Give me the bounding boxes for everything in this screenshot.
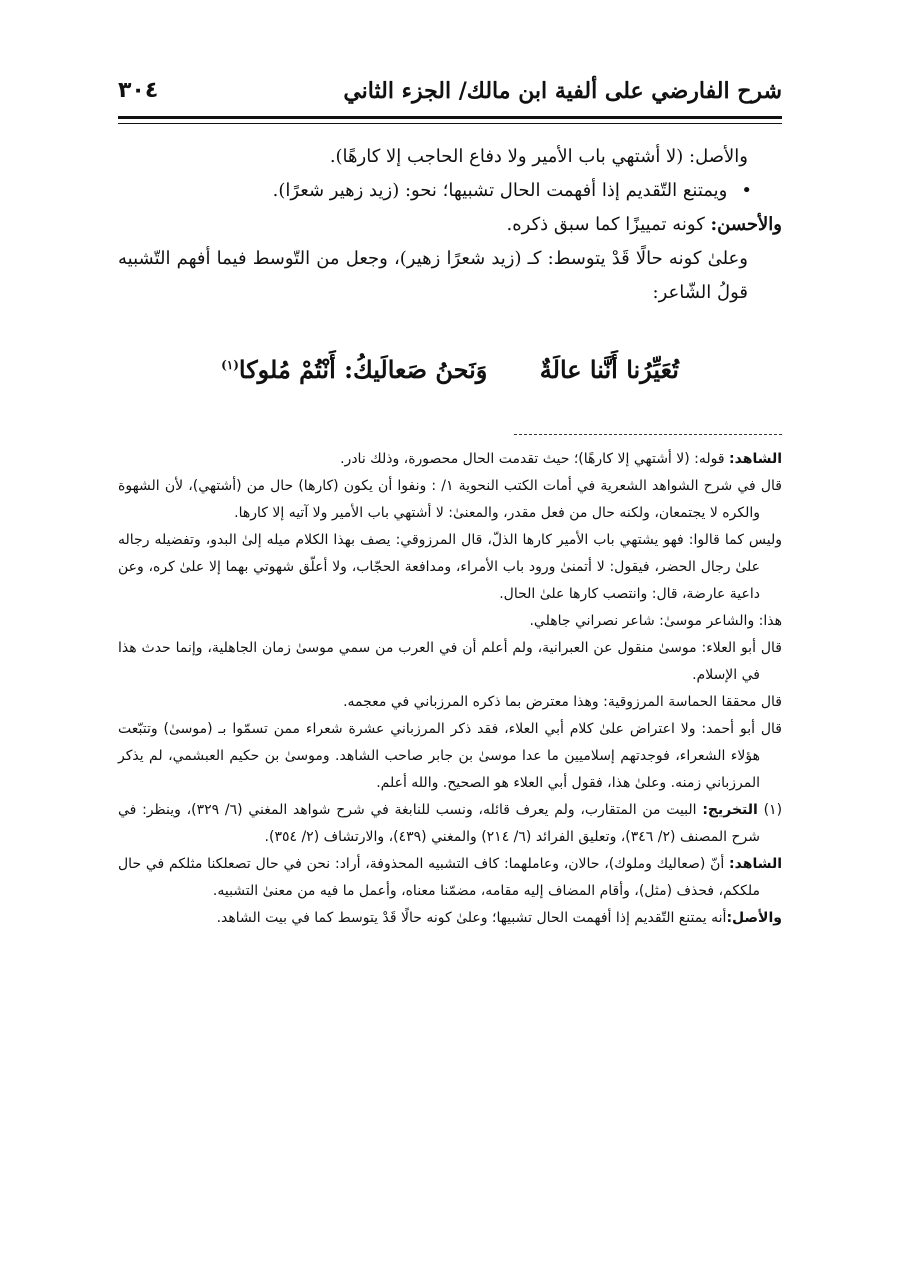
page-header bbox=[118, 70, 782, 114]
main-bullet-line bbox=[118, 174, 782, 208]
note-text: البيت من المتقارب، ولم يعرف قائله، ونسب للنابغة في شرح شواهد المغني (٦/ ٣٢٩)، وينظر: في شرح المصنف (٢/ ٣٤٦)، وتعليق الفرائد (٦/ ٢١٤) والمغني (٤٣٩)، والارتشاف (٢/ ٣٥٤). bbox=[118, 802, 760, 845]
footnote-separator bbox=[514, 434, 782, 435]
main-text bbox=[118, 140, 782, 310]
running-title: شرح الفارضي على ألفية ابن مالك/ الجزء الثاني bbox=[343, 78, 782, 104]
note-shahid-2 bbox=[118, 851, 782, 905]
note-original bbox=[118, 905, 782, 932]
note-paragraph: قال في شرح الشواهد الشعرية في أمات الكتب النحوية ١/ : ونفوا أن يكون (كارها) حال من (أشتهي)، لأن الشهوة والكره لا يجتمعان، ولكنه حال من فعل مقدر، والمعنىٰ: لا أشتهي باب الأمير ولا آتيه إلا كارها. bbox=[118, 478, 782, 521]
note-label: الشاهد: bbox=[729, 451, 782, 467]
footnotes bbox=[118, 446, 782, 932]
main-line-original: والأصل: (لا أشتهي باب الأمير ولا دفاع الحاجب إلا كارهًا). bbox=[329, 146, 748, 167]
verse-first-hemistich: تُعَيِّرُنا أَنَّنا عالَةٌ bbox=[539, 355, 679, 384]
note-label: الشاهد: bbox=[729, 856, 782, 872]
footnote-reference: (١) bbox=[221, 358, 239, 372]
note-paragraph: وليس كما قالوا: فهو يشتهي باب الأمير كارها الذلّ، قال المرزوقي: يصف بهذا الكلام ميله إلىٰ البدو، وتفضيله رجاله علىٰ رجال الحضر، فيقول: لا أتمنىٰ ورود باب الأمراء، ومدافعة الحجّاب، ولا أعلّق شهوتي بهما إلا علىٰ كره، وعن داعية عارضة، قال: وانتصب كارها علىٰ الحال. bbox=[118, 532, 782, 602]
note-shahid-1 bbox=[118, 446, 782, 473]
main-paragraph: وعلىٰ كونه حالًا قَدْ يتوسط: كـ (زيد شعرًا زهير)، وجعل من التّوسط فيما أفهم التّشبيه قولُ الشّاعر: bbox=[118, 248, 748, 303]
footnote-number: (١) bbox=[763, 802, 783, 818]
bullet-text: ويمتنع التّقديم إذا أفهمت الحال تشبيها؛ نحو: (زيد زهير شعرًا). bbox=[272, 180, 728, 201]
note-label: والأصل: bbox=[726, 910, 782, 926]
note-paragraph: قال أبو أحمد: ولا اعتراض علىٰ كلام أبي العلاء، فقد ذكر المرزباني عشرة شعراء ممن تسمّوا بـ (موسىٰ) وتتبّعت هؤلاء الشعراء، فوجدتهم إسلاميين ما عدا موسىٰ بن جابر صاحب الشاهد. وموسىٰ بن حكيم العبشمي، لم يذكر المرزباني زمنه. وعلىٰ هذا، فقول أبي العلاء هو الصحيح. والله أعلم. bbox=[118, 721, 782, 791]
note-text: أنه يمتنع التّقديم إذا أفهمت الحال تشبيها؛ وعلىٰ كونه حالًا قَدْ يتوسط كما في بيت الشاهد. bbox=[216, 910, 727, 926]
bullet-icon: • bbox=[741, 180, 752, 201]
note-paragraph: قال أبو العلاء: موسىٰ منقول عن العبرانية، ولم أعلم أن في العرب من سمي موسىٰ زمان الجاهلية، وإنما حدث هذا في الإسلام. bbox=[118, 640, 782, 683]
verse-second-hemistich bbox=[221, 355, 487, 384]
verse-second-text: وَنَحنُ صَعالَيكُ: أَنْتُمْ مُلوكا bbox=[238, 355, 488, 384]
header-rule-thick bbox=[118, 116, 782, 119]
note-label: التخريج: bbox=[702, 802, 758, 818]
header-rule-thin bbox=[118, 123, 782, 124]
best-label: والأحسن: bbox=[710, 214, 782, 235]
poetry-verse bbox=[118, 355, 782, 384]
note-paragraph: قال محققا الحماسة المرزوقية: وهذا معترض بما ذكره المرزباني في معجمه. bbox=[343, 694, 782, 710]
page-number: ٣٠٤ bbox=[118, 78, 159, 103]
main-line-best bbox=[118, 208, 782, 242]
note-paragraph: هذا: والشاعر موسىٰ: شاعر نصراني جاهلي. bbox=[529, 613, 782, 629]
note-text: قوله: (لا أشتهي إلا كارهًا)؛ حيث تقدمت الحال محصورة، وذلك نادر. bbox=[340, 451, 725, 467]
footnote-1 bbox=[118, 797, 782, 851]
note-text: أنّ (صعاليك وملوك)، حالان، وعاملهما: كاف التشبيه المحذوفة، أراد: نحن في حال تصعلكنا مثلكم في حال ملككم، فحذف (مثل)، وأقام المضاف إليه مقامه، مضمّنا معناه، وأعمل ما فيه من معنىٰ التشبيه. bbox=[118, 856, 760, 899]
best-text: كونه تمييزًا كما سبق ذكره. bbox=[506, 214, 705, 235]
